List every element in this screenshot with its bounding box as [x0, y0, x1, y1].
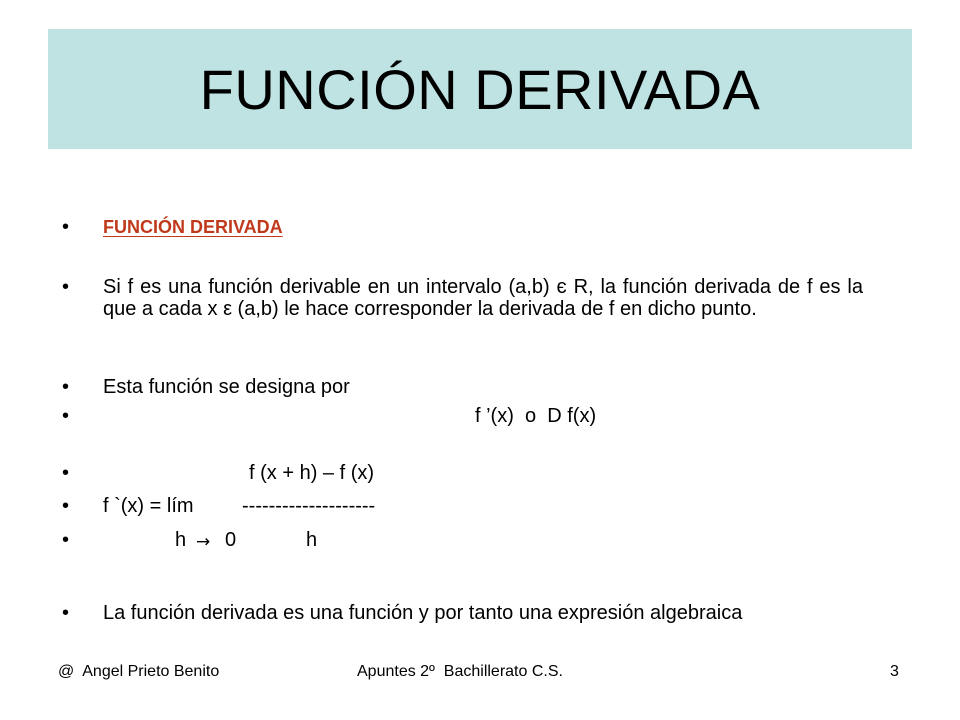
footer-course: Apuntes 2º Bachillerato C.S.	[357, 663, 563, 680]
bullet-marker: •	[62, 495, 70, 517]
bullet-marker: •	[62, 462, 70, 484]
bullet-marker: •	[62, 276, 70, 298]
bullet-marker: •	[62, 405, 70, 427]
bullet-marker: •	[62, 216, 70, 238]
definition-text: Si f es una función derivable en un intervalo (a,b) є R, la función derivada de f es la que a cada x ε (a,b) le hace corresponder la derivada de f en dicho punto.	[103, 276, 863, 320]
title-banner	[48, 29, 912, 149]
limit-expression: f `(x) = lím	[103, 495, 194, 517]
conclusion-text: La función derivada es una función y por tanto una expresión algebraica	[103, 602, 743, 624]
derivative-notation: f ’(x) o D f(x)	[475, 405, 597, 427]
section-heading: FUNCIÓN DERIVADA	[103, 217, 283, 237]
page-number: 3	[890, 663, 899, 680]
bullet-marker: •	[62, 376, 70, 398]
designation-text: Esta función se designa por	[103, 376, 350, 398]
limit-numerator: f (x + h) – f (x)	[249, 462, 375, 484]
bullet-marker: •	[62, 602, 70, 624]
right-arrow-icon: →	[196, 532, 211, 552]
fraction-bar: --------------------	[242, 495, 376, 517]
slide-title: FUNCIÓN DERIVADA	[199, 57, 761, 121]
limit-target: 0	[225, 529, 237, 551]
footer-author: @ Angel Prieto Benito	[58, 663, 220, 680]
limit-denominator: h	[306, 529, 318, 551]
limit-variable: h	[175, 529, 187, 551]
bullet-marker: •	[62, 529, 70, 551]
